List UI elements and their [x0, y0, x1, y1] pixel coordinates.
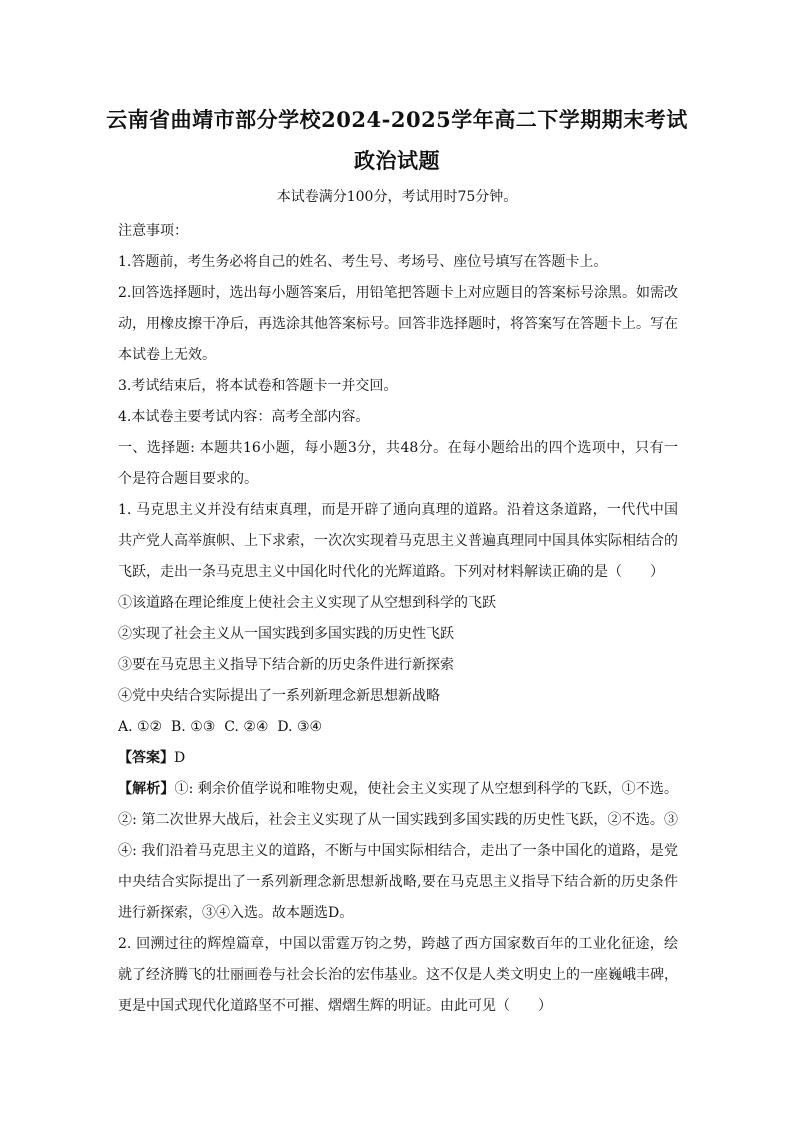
- question-1-option-1: ①该道路在理论维度上使社会主义实现了从空想到科学的飞跃: [118, 595, 496, 611]
- notes-heading: 注意事项：: [118, 223, 188, 239]
- question-1-analysis-line-2: ②: 第二次世界大战后，社会主义实现了从一国实践到多国实践的历史性飞跃，②不选。③: [118, 812, 678, 828]
- question-1-line-1: 1. 马克思主义并没有结束真理，而是开辟了通向真理的道路。沿着这条道路，一代代中国: [118, 502, 678, 518]
- answer-label: 【答案】: [118, 750, 174, 766]
- question-1-line-2: 共产党人高举旗帜、上下求索，一次次实现着马克思主义普遍真理同中国具体实际相结合的: [118, 533, 678, 549]
- question-1-choices: A. ①② B. ①③ C. ②④ D. ③④: [118, 719, 323, 735]
- question-1-analysis-line-5: 进行新探索，③④入选。故本题选D。: [118, 905, 354, 921]
- note-2-line-2: 动，用橡皮擦干净后，再选涂其他答案标号。回答非选择题时，将答案写在答题卡上。写在: [118, 316, 678, 332]
- question-1-analysis-line-4: 中央结合实际提出了一系列新理念新思想新战略,要在马克思主义指导下结合新的历史条件: [118, 874, 678, 890]
- question-1-analysis-line-3: ④: 我们沿着马克思主义的道路，不断与中国实际相结合，走出了一条中国化的道路，是党: [118, 843, 678, 859]
- document-title: 云南省曲靖市部分学校2024-2025学年高二下学期期末考试: [106, 107, 688, 132]
- question-1-option-2: ②实现了社会主义从一国实践到多国实践的历史性飞跃: [118, 626, 454, 642]
- question-1-answer: [118, 743, 678, 774]
- question-1-analysis-line-1: [118, 774, 678, 805]
- question-1-line-3: 飞跃，走出一条马克思主义中国化时代化的光辉道路。下列对材料解读正确的是（ ）: [118, 564, 664, 580]
- answer-value: D: [174, 750, 186, 766]
- note-1: 1.答题前，考生务必将自己的姓名、考生号、考场号、座位号填写在答题卡上。: [118, 254, 608, 270]
- analysis-text: ①: 剩余价值学说和唯物史观，使社会主义实现了从空想到科学的飞跃，①不选。: [174, 781, 678, 797]
- note-2-line-3: 本试卷上无效。: [118, 347, 216, 363]
- note-2-line-1: 2.回答选择题时，选出每小题答案后，用铅笔把答题卡上对应题目的答案标号涂黑。如需改: [118, 285, 678, 301]
- section-1-heading-line-2: 个是符合题目要求的。: [118, 471, 258, 487]
- document-body: [118, 216, 678, 1022]
- analysis-label: 【解析】: [118, 781, 175, 797]
- note-4: 4.本试卷主要考试内容：高考全部内容。: [118, 409, 370, 425]
- question-2-line-3: 更是中国式现代化道路坚不可摧、熠熠生辉的明证。由此可见（ ）: [118, 998, 552, 1014]
- question-1-option-3: ③要在马克思主义指导下结合新的历史条件进行新探索: [118, 657, 454, 673]
- question-1-option-4: ④党中央结合实际提出了一系列新理念新思想新战略: [118, 688, 440, 704]
- exam-info: 本试卷满分100分，考试用时75分钟。: [276, 189, 518, 205]
- note-3: 3.考试结束后，将本试卷和答题卡一并交回。: [118, 378, 398, 394]
- question-2-line-2: 就了经济腾飞的壮丽画卷与社会长治的宏伟基业。这不仅是人类文明史上的一座巍峨丰碑，: [118, 967, 678, 983]
- document-subject-title: 政治试题: [354, 148, 440, 173]
- section-1-heading-line-1: 一、选择题: 本题共16小题，每小题3分，共48分。在每小题给出的四个选项中，只有一: [118, 440, 678, 456]
- question-2-line-1: 2. 回溯过往的辉煌篇章，中国以雷霆万钧之势，跨越了西方国家数百年的工业化征途，绘: [118, 936, 678, 952]
